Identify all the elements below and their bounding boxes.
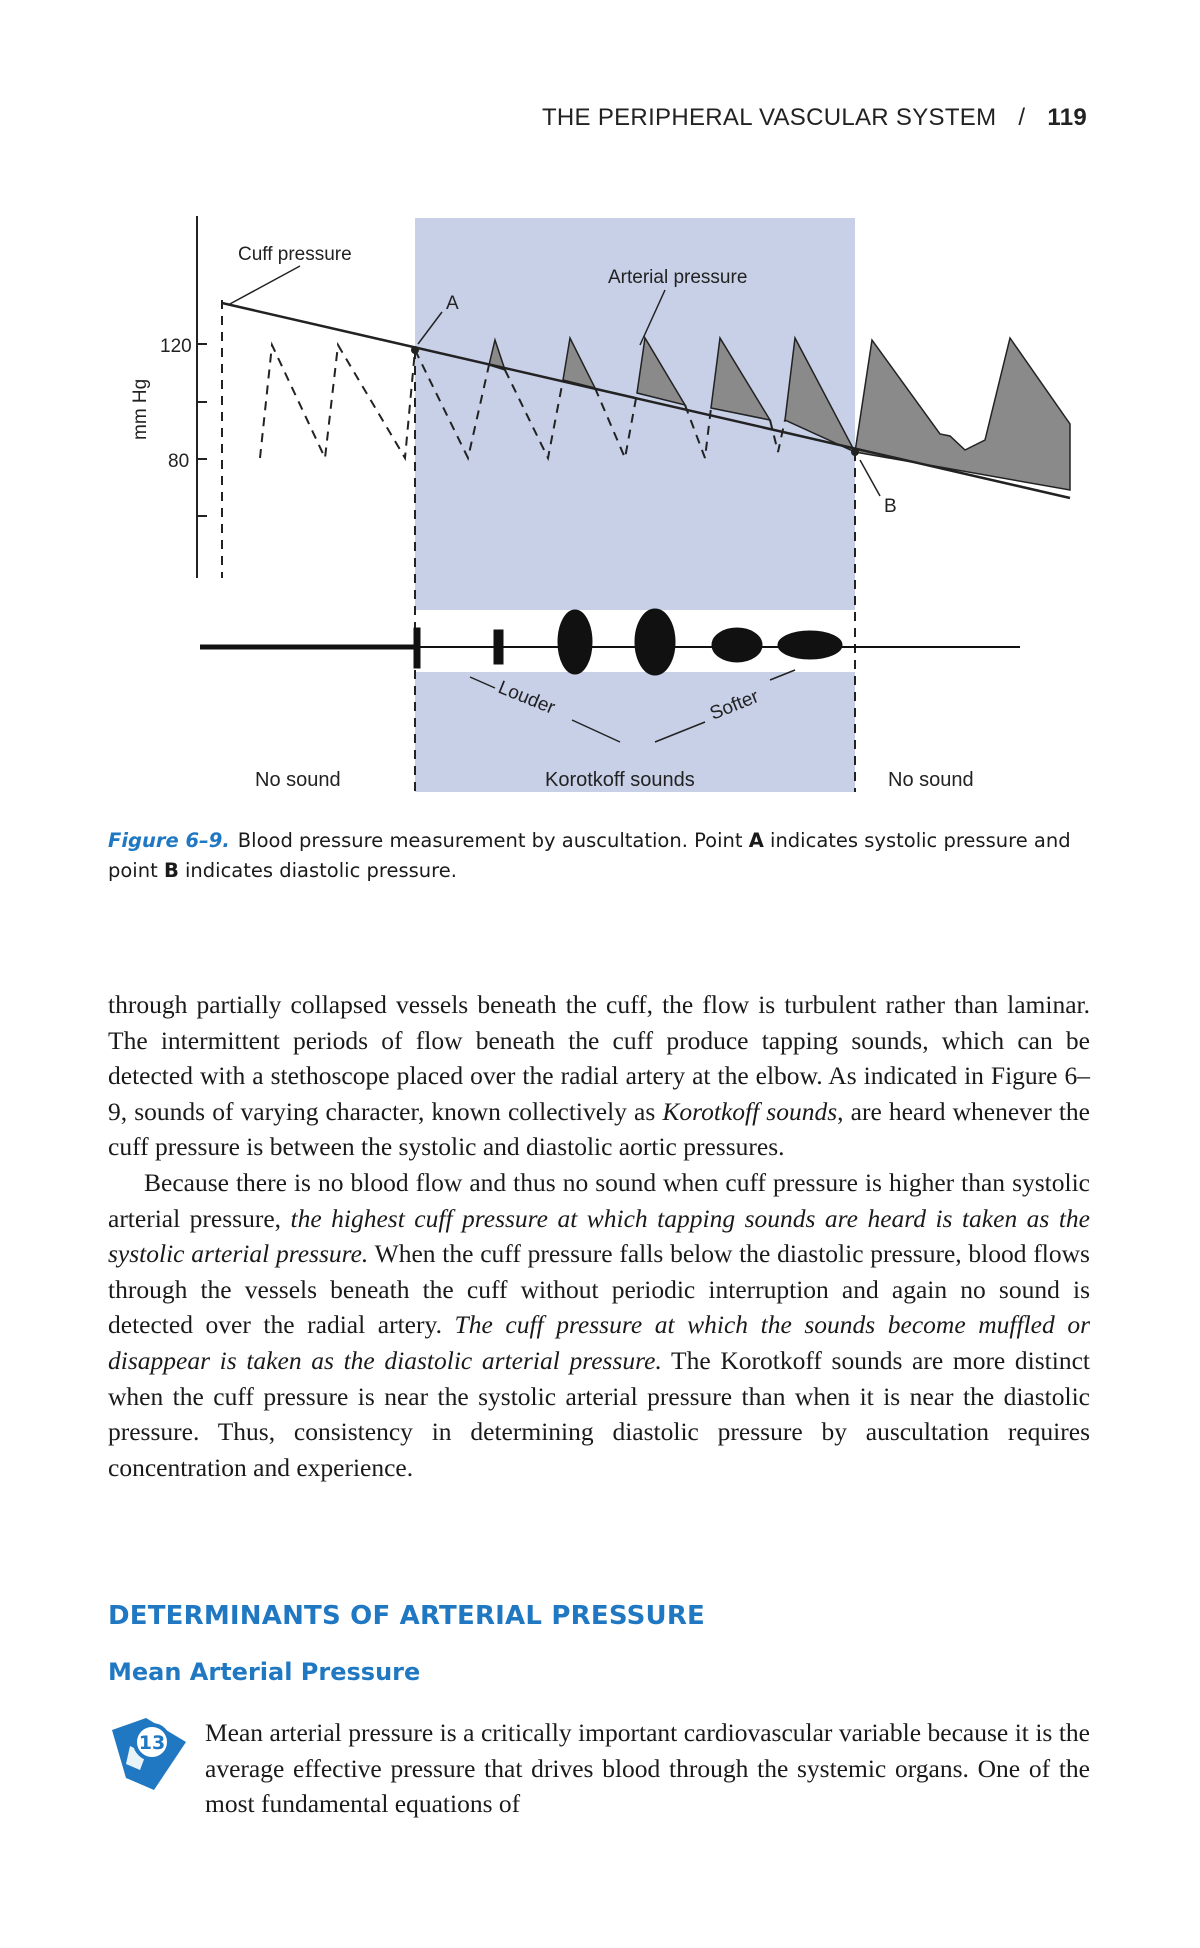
point-b-label: B <box>884 496 897 517</box>
caption-bold-a: A <box>748 829 764 852</box>
section-heading: DETERMINANTS OF ARTERIAL PRESSURE <box>108 1601 705 1631</box>
caption-bold-b: B <box>163 859 179 882</box>
paragraph-1 <box>108 987 1090 1165</box>
key-concept-icon <box>106 1708 194 1796</box>
caption-text-1: Blood pressure measurement by auscultation. Point <box>237 829 749 852</box>
figure-caption <box>108 826 1098 886</box>
running-head-title: THE PERIPHERAL VASCULAR SYSTEM <box>541 104 997 131</box>
subsection-heading: Mean Arterial Pressure <box>108 1658 421 1686</box>
point-a-label: A <box>446 293 459 314</box>
paragraph-1-text-b: , are heard whenever the cuff pressure is between the systolic and diastolic aortic pressures. <box>108 1096 1090 1162</box>
paragraph-1-text-a: through partially collapsed vessels beneath the cuff, the flow is turbulent rather than laminar. The intermittent periods of flow beneath the cuff produce tapping sounds, which can be detected with a stethoscope placed over the radial artery at the elbow. As indicated in Figure 6–9, sounds of varying character, known collectively as <box>108 990 1090 1126</box>
paragraph-1-emphasis: Korotkoff sounds <box>662 1096 838 1126</box>
paragraph-2-text-b: When the cuff pressure falls below the diastolic pressure, blood flows through the vessels beneath the cuff without periodic interruption and again no sound is detected over the radial artery. <box>108 1239 1090 1340</box>
paragraph-2-text-a: Because there is no blood flow and thus no sound when cuff pressure is higher than systolic arterial pressure, <box>108 1167 1090 1233</box>
figure-svg <box>0 0 1200 800</box>
running-head-separator: / <box>1018 104 1026 131</box>
no-sound-right-label: No sound <box>888 769 974 791</box>
paragraph-2-text-c: The Korotkoff sounds are more distinct when the cuff pressure is near the systolic arterial pressure than when it is near the diastolic pressure. Thus, consistency in determining diastolic pressure by auscultation requires concentration and experience. <box>108 1345 1091 1482</box>
caption-text-2: indicates systolic pressure and point <box>108 829 1071 882</box>
korotkoff-sounds-label: Korotkoff sounds <box>545 769 695 791</box>
caption-text-3: indicates diastolic pressure. <box>178 859 457 882</box>
paragraph-2 <box>108 1165 1090 1485</box>
mean-arterial-paragraph: Mean arterial pressure is a critically important cardiovascular variable because it is the average effective pressure that drives blood through the systemic organs. One of the most fundamental equations of <box>205 1718 1090 1819</box>
louder-label: Louder <box>495 677 558 719</box>
tick-label-120: 120 <box>160 336 192 357</box>
no-sound-left-label: No sound <box>255 769 341 791</box>
cuff-pressure-label: Cuff pressure <box>238 244 352 265</box>
body-text <box>108 987 1090 1485</box>
paragraph-2-emphasis-2: The cuff pressure at which the sounds become muffled or disappear is taken as the diastolic arterial pressure. <box>108 1310 1090 1375</box>
paragraph-2-emphasis-1: the highest cuff pressure at which tapping sounds are heard is taken as the systolic arterial pressure. <box>108 1203 1090 1269</box>
figure-blood-pressure-auscultation <box>0 0 1200 800</box>
key-concept-number: 13 <box>138 1732 166 1754</box>
y-axis-label: mm Hg <box>130 378 151 440</box>
arterial-pressure-label: Arterial pressure <box>608 267 748 288</box>
page-number: 119 <box>1047 104 1087 131</box>
softer-label: Softer <box>707 686 762 725</box>
tick-label-80: 80 <box>168 451 190 472</box>
figure-number: Figure 6–9. <box>108 829 230 852</box>
